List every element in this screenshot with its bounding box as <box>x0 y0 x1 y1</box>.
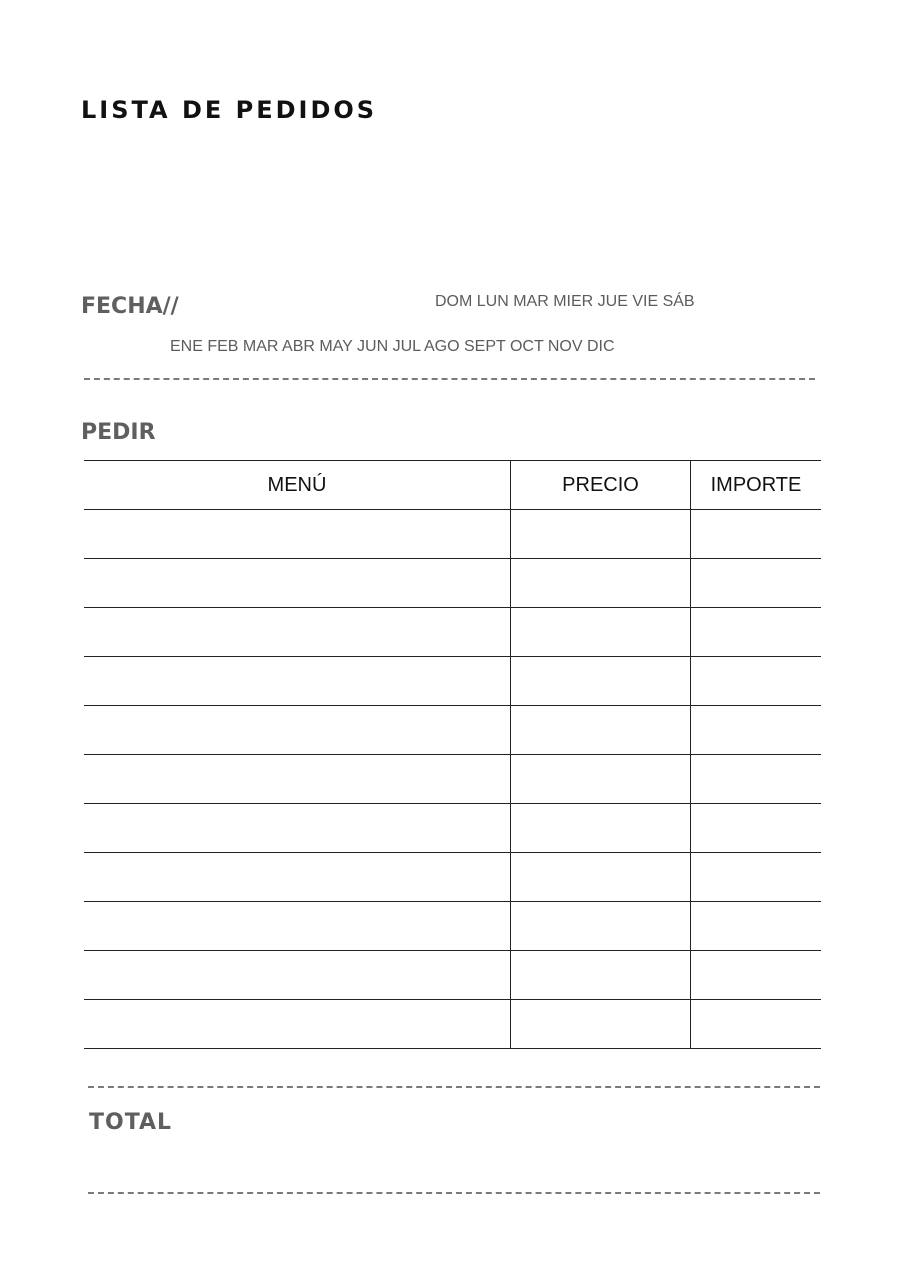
order-rows <box>84 510 821 1049</box>
cell-precio[interactable] <box>511 951 691 1000</box>
page-title: LISTA DE PEDIDOS <box>81 96 378 124</box>
column-header-menu: MENÚ <box>84 461 511 510</box>
table-row <box>84 510 821 559</box>
cell-importe[interactable] <box>691 951 822 1000</box>
cell-menu[interactable] <box>84 706 511 755</box>
column-header-precio: PRECIO <box>511 461 691 510</box>
cell-precio[interactable] <box>511 902 691 951</box>
cell-precio[interactable] <box>511 706 691 755</box>
dashed-divider <box>84 378 815 380</box>
table-row <box>84 1000 821 1049</box>
cell-precio[interactable] <box>511 1000 691 1049</box>
cell-importe[interactable] <box>691 706 822 755</box>
cell-importe[interactable] <box>691 510 822 559</box>
table-row <box>84 853 821 902</box>
fecha-label: FECHA// <box>81 294 179 319</box>
cell-precio[interactable] <box>511 804 691 853</box>
dashed-divider <box>88 1192 820 1194</box>
table-row <box>84 902 821 951</box>
table-row <box>84 608 821 657</box>
cell-importe[interactable] <box>691 1000 822 1049</box>
cell-precio[interactable] <box>511 755 691 804</box>
cell-precio[interactable] <box>511 657 691 706</box>
cell-importe[interactable] <box>691 755 822 804</box>
order-table <box>84 460 821 1049</box>
month-options: ENE FEB MAR ABR MAY JUN JUL AGO SEPT OCT NOV DIC <box>170 338 615 355</box>
cell-menu[interactable] <box>84 951 511 1000</box>
cell-menu[interactable] <box>84 657 511 706</box>
cell-importe[interactable] <box>691 608 822 657</box>
cell-precio[interactable] <box>511 853 691 902</box>
cell-menu[interactable] <box>84 608 511 657</box>
cell-menu[interactable] <box>84 902 511 951</box>
weekday-options: DOM LUN MAR MIER JUE VIE SÁB <box>435 293 695 310</box>
cell-menu[interactable] <box>84 853 511 902</box>
table-row <box>84 951 821 1000</box>
cell-menu[interactable] <box>84 559 511 608</box>
dashed-divider <box>88 1086 820 1088</box>
cell-menu[interactable] <box>84 804 511 853</box>
table-row <box>84 559 821 608</box>
cell-precio[interactable] <box>511 608 691 657</box>
cell-precio[interactable] <box>511 510 691 559</box>
cell-importe[interactable] <box>691 902 822 951</box>
table-row <box>84 804 821 853</box>
cell-importe[interactable] <box>691 804 822 853</box>
table-row <box>84 706 821 755</box>
table-row <box>84 755 821 804</box>
cell-menu[interactable] <box>84 510 511 559</box>
table-header-row <box>84 461 821 510</box>
cell-importe[interactable] <box>691 559 822 608</box>
cell-menu[interactable] <box>84 1000 511 1049</box>
table-row <box>84 657 821 706</box>
cell-importe[interactable] <box>691 853 822 902</box>
cell-importe[interactable] <box>691 657 822 706</box>
cell-precio[interactable] <box>511 559 691 608</box>
total-label: TOTAL <box>89 1110 173 1135</box>
cell-menu[interactable] <box>84 755 511 804</box>
pedir-label: PEDIR <box>81 420 156 445</box>
column-header-importe: IMPORTE <box>691 461 822 510</box>
